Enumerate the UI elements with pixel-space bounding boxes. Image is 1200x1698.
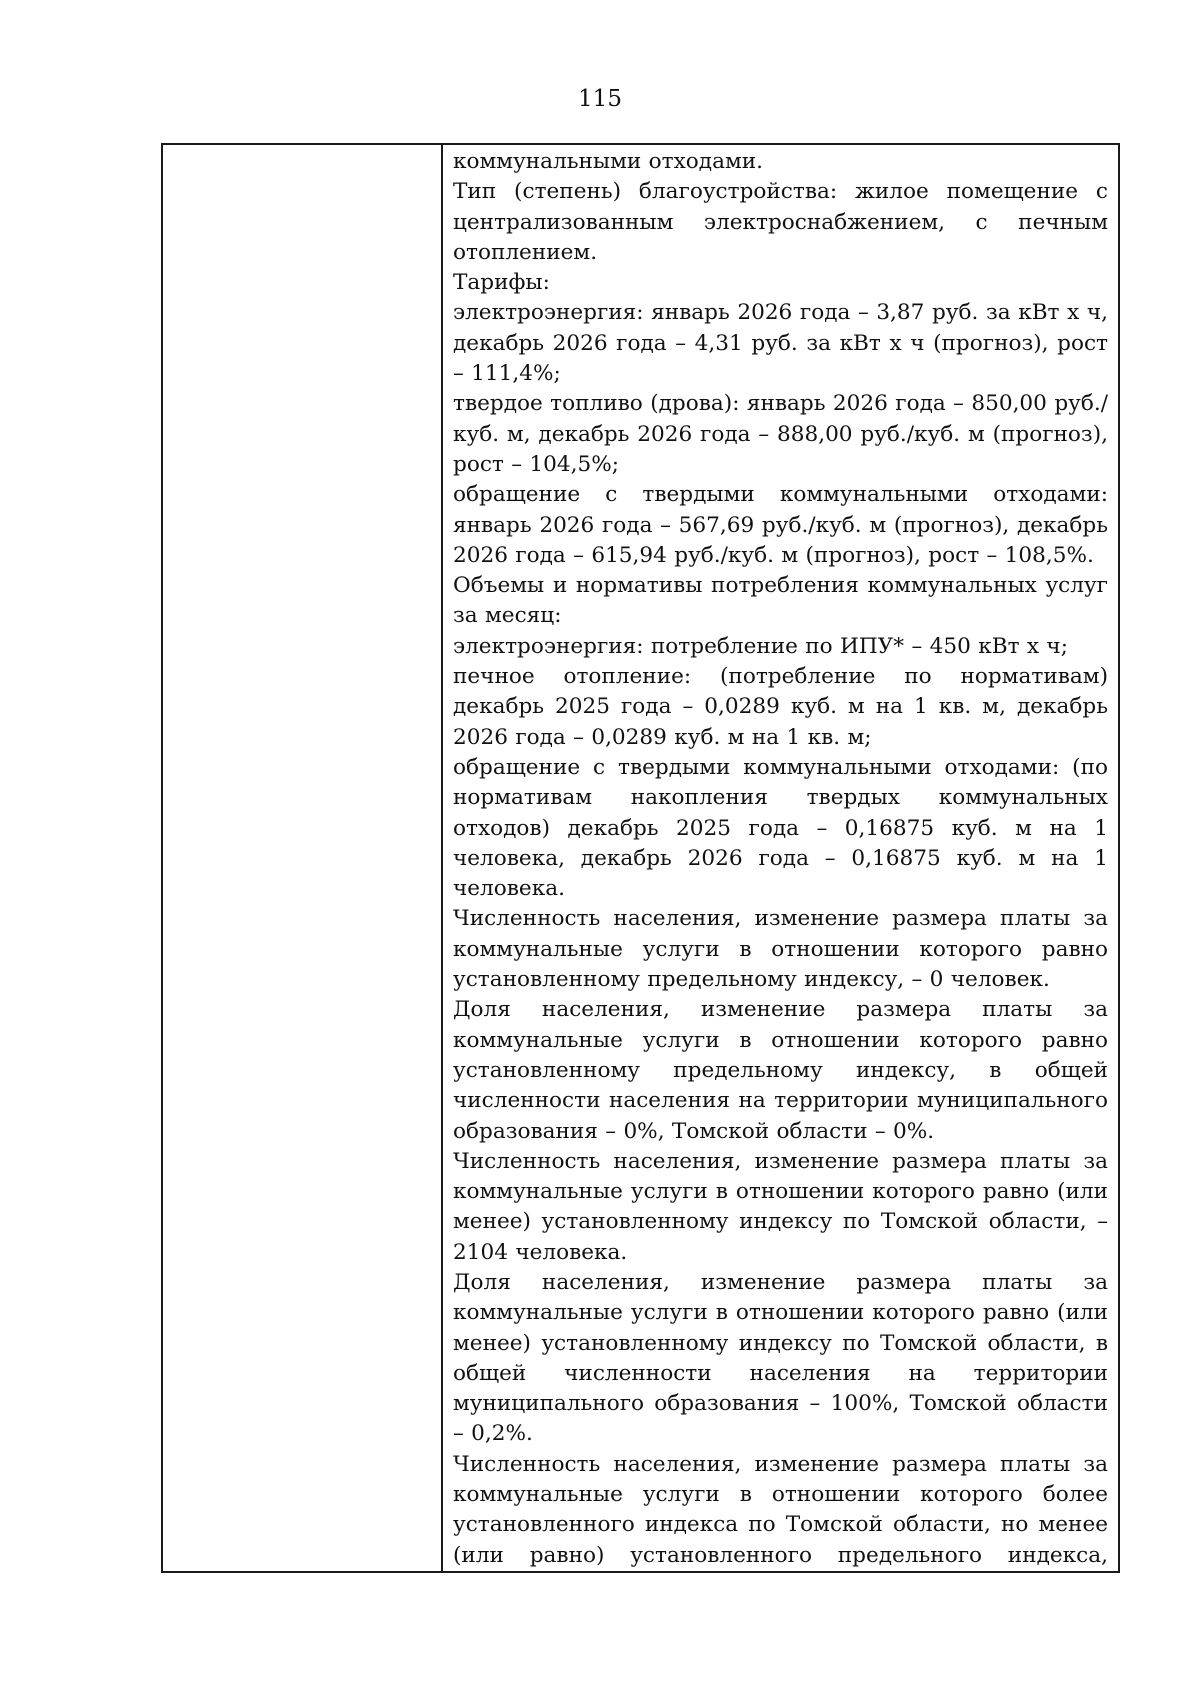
paragraph-tariff-solid-waste: обращение с твердыми коммунальными отходами: январь 2026 года – 567,69 руб./куб. м (прогноз), декабрь 2026 года – 615,94 руб./куб. м (прогноз), рост – 108,5%. <box>453 482 1108 568</box>
paragraph-amenity-type: Тип (степень) благоустройства: жилое помещение с централизованным электроснабжением, с печным отоплением. <box>453 179 1108 265</box>
paragraph-population-below-regional-index: Численность населения, изменение размера платы за коммунальные услуги в отношении которого равно (или менее) установленному индексу по Томской области, – 2104 человека. <box>453 1148 1108 1265</box>
paragraph-volume-solid-waste: обращение с твердыми коммунальными отходами: (по нормативам накопления твердых коммунальных отходов) декабрь 2025 года – 0,16875 куб. м на 1 человека, декабрь 2026 года – 0,16875 куб. м на 1 человека. <box>453 754 1108 902</box>
paragraph-tariff-electricity: электроэнергия: январь 2026 года – 3,87 руб. за кВт х ч, декабрь 2026 года – 4,31 руб. за кВт х ч (прогноз), рост – 111,4%; <box>453 300 1108 387</box>
table-left-cell <box>163 145 443 1571</box>
paragraph-waste-heading-tail: коммунальными отходами. <box>453 149 764 174</box>
paragraph-population-equal-limit: Численность населения, изменение размера платы за коммунальные услуги в отношении которого равно установленному предельному индексу, – 0 человек. <box>453 906 1108 993</box>
paragraph-tariff-solid-fuel: твердое топливо (дрова): январь 2026 года – 850,00 руб./куб. м, декабрь 2026 года – 888,00 руб./куб. м (прогноз), рост – 104,5%; <box>453 391 1108 477</box>
paragraph-share-equal-limit: Доля населения, изменение размера платы за коммунальные услуги в отношении которого равно установленному предельному индексу, в общей численности населения на территории муниципального образования – 0%, Томской области – 0%. <box>453 997 1108 1144</box>
document-table <box>161 143 1120 1573</box>
paragraph-tariffs-heading: Тарифы: <box>453 270 550 296</box>
paragraph-volume-electricity: электроэнергия: потребление по ИПУ* – 450 кВт х ч; <box>453 633 1068 659</box>
page-number: 115 <box>578 86 622 112</box>
paragraph-population-above-regional-index: Численность населения, изменение размера платы за коммунальные услуги в отношении которого более установленного индекса по Томской области, но менее (или равно) установленного предельного индекса, <box>453 1451 1108 1568</box>
paragraph-share-below-regional-index: Доля населения, изменение размера платы за коммунальные услуги в отношении которого равно (или менее) установленному индексу по Томской области, в общей численности населения на территории муниципального образования – 100%, Томской области – 0,2%. <box>453 1269 1108 1447</box>
table-right-cell <box>443 145 1118 1571</box>
paragraph-volume-stove-heating: печное отопление: (потребление по нормативам) декабрь 2025 года – 0,0289 куб. м на 1 кв. м, декабрь 2026 года – 0,0289 куб. м на 1 кв. м; <box>453 664 1108 750</box>
paragraph-volumes-heading: Объемы и нормативы потребления коммунальных услуг за месяц: <box>453 573 1108 629</box>
